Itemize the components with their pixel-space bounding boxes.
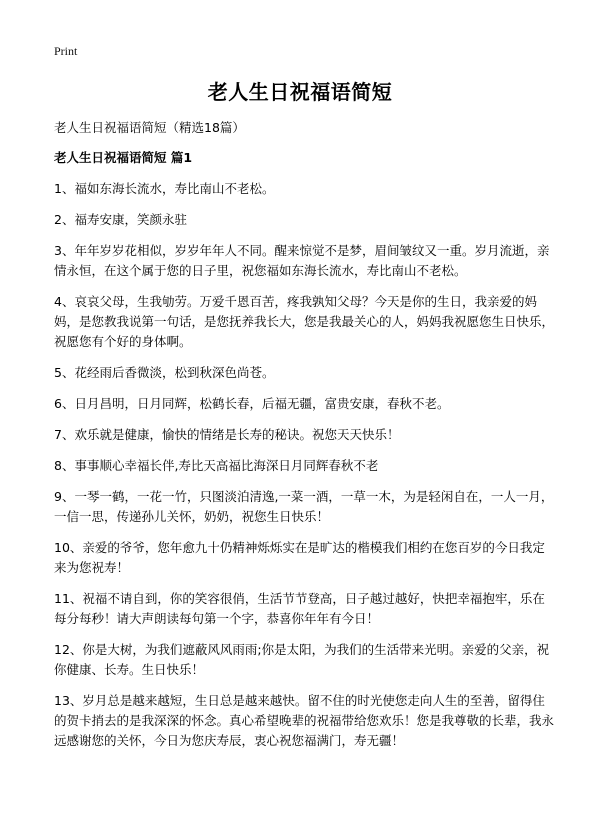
document-body <box>54 118 554 762</box>
blessing-item-3: 3、年年岁岁花相似，岁岁年年人不同。醒来惊觉不是梦，眉间皱纹又一重。岁月流逝，亲情永恒，在这个属于您的日子里，祝您福如东海长流水，寿比南山不老松。 <box>54 243 550 278</box>
section-heading: 老人生日祝福语简短 篇1 <box>54 150 193 165</box>
blessing-item-5: 5、花经雨后香微淡，松到秋深色尚苍。 <box>54 365 275 380</box>
blessing-item-10: 10、亲爱的爷爷，您年愈九十仍精神烁烁实在是旷达的楷模我们相约在您百岁的今日我定来为您祝寿！ <box>54 540 545 575</box>
blessing-item-13: 13、岁月总是越来越短，生日总是越来越快。留不住的时光使您走向人生的至善，留得住的贺卡捎去的是我深深的怀念。真心希望晚辈的祝福带给您欢乐！您是我尊敬的长辈，我永远感谢您的关怀，今日为您庆寿辰，衷心祝您福满门，寿无疆！ <box>54 693 555 748</box>
blessing-item-4: 4、哀哀父母，生我劬劳。万爱千恩百苦，疼我孰知父母？今天是你的生日，我亲爱的妈妈，是您教我说第一句话，是您抚养我长大，您是我最关心的人，妈妈我祝愿您生日快乐，祝愿您有个好的身体啊。 <box>54 294 555 349</box>
blessing-item-1: 1、福如东海长流水，寿比南山不老松。 <box>54 181 275 196</box>
blessing-item-9: 9、一琴一鹤，一花一竹，只图淡泊清逸,一菜一酒，一草一木，为是轻闲自在，一人一月，一信一思，传递孙儿关怀，奶奶，祝您生日快乐！ <box>54 489 554 524</box>
blessing-item-7: 7、欢乐就是健康，愉快的情绪是长寿的秘诀。祝您天天快乐！ <box>54 427 400 442</box>
document-title: 老人生日祝福语简短 <box>207 80 393 104</box>
blessing-item-12: 12、你是大树，为我们遮蔽风风雨雨;你是太阳，为我们的生活带来光明。亲爱的父亲，祝你健康、长寿。生日快乐！ <box>54 642 550 677</box>
blessing-item-8: 8、事事顺心幸福长伴,寿比天高福比海深日月同辉春秋不老 <box>54 458 379 473</box>
document-subtitle: 老人生日祝福语简短（精选18篇） <box>54 120 245 135</box>
print-label: Print <box>54 44 78 58</box>
blessing-item-6: 6、日月昌明，日月同辉，松鹤长春，后福无疆，富贵安康，春秋不老。 <box>54 396 450 411</box>
blessing-list <box>54 179 554 751</box>
blessing-item-2: 2、福寿安康，笑颜永驻 <box>54 212 187 227</box>
blessing-item-11: 11、祝福不请自到，你的笑容很俏，生活节节登高，日子越过越好，快把幸福抱牢，乐在每分每秒！请大声朗读每句第一个字，恭喜你年年有今日！ <box>54 591 545 626</box>
